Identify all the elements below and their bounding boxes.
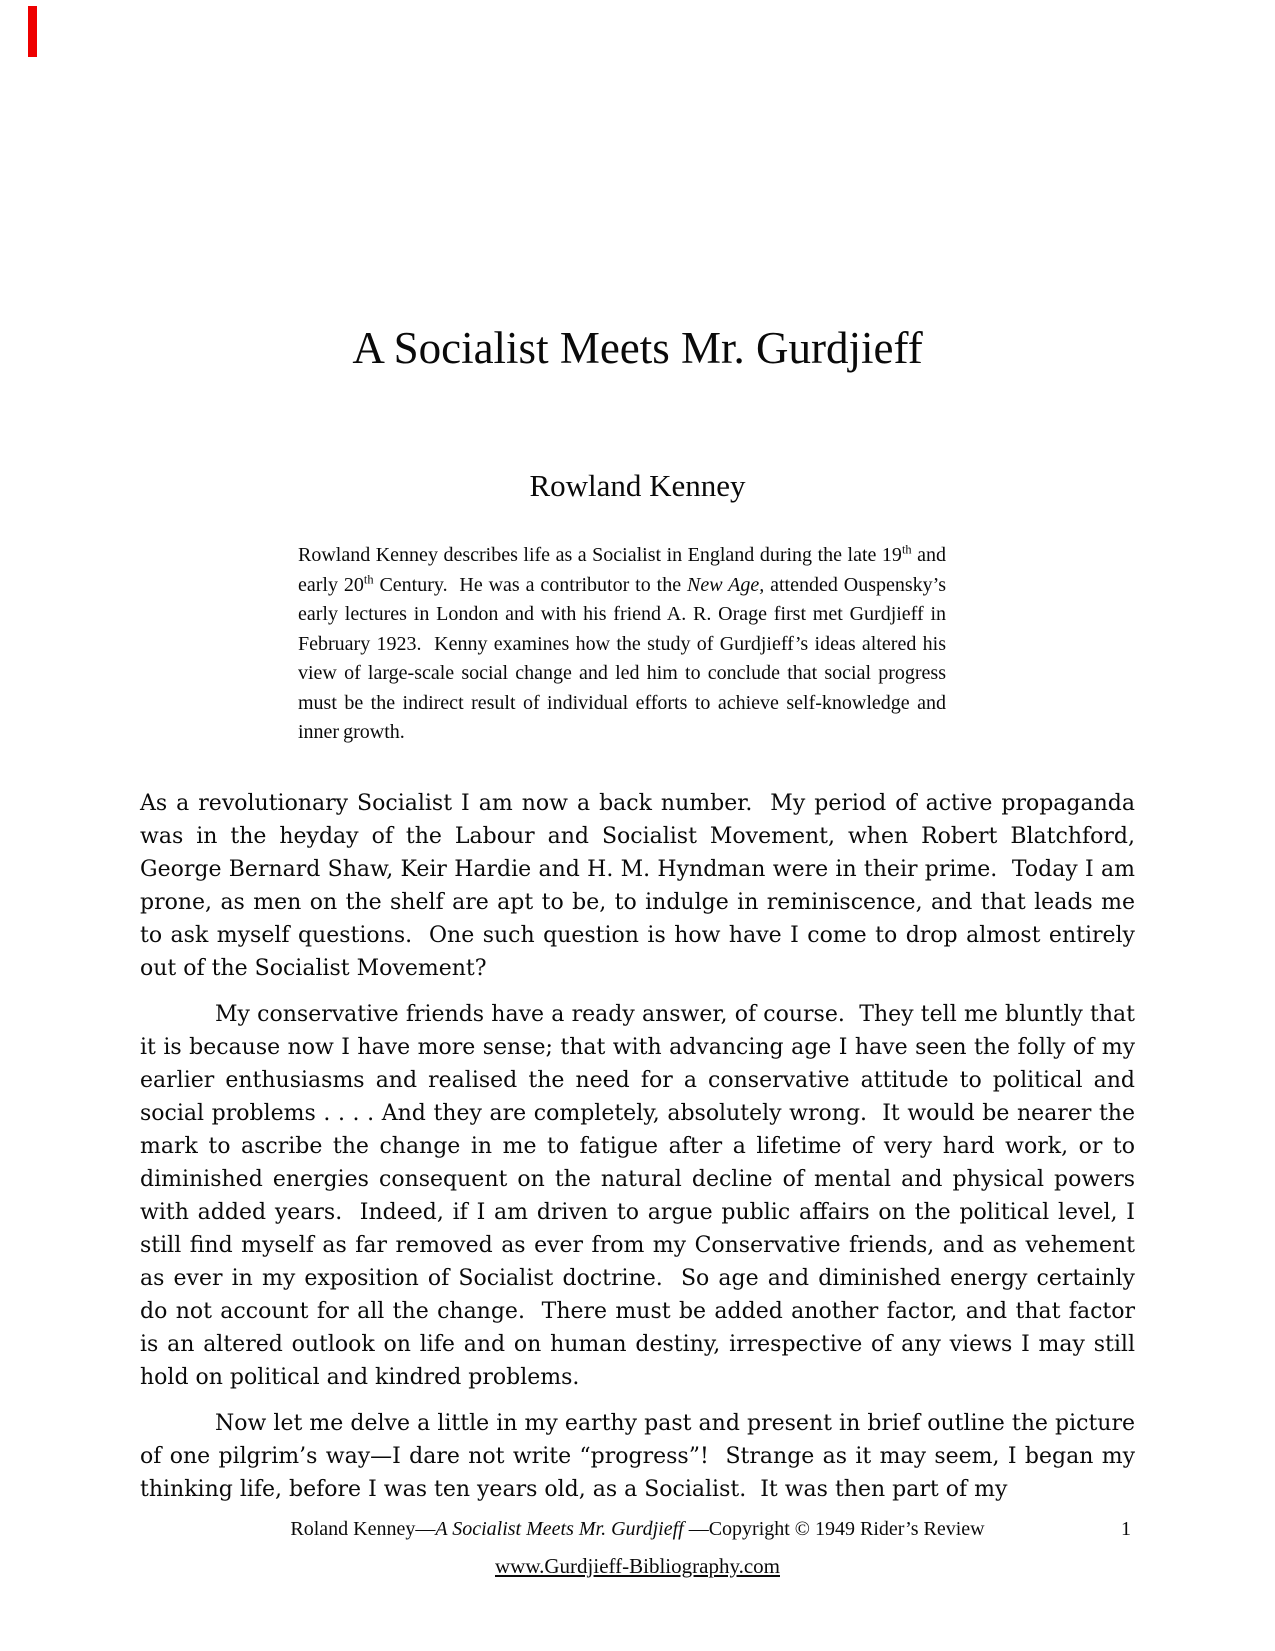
footer-article-title-italic: A Socialist Meets Mr. Gurdjieff [435,1518,689,1540]
abstract-paragraph [298,541,946,748]
author-name: Rowland Kenney [529,468,746,503]
body-paragraph-3: Now let me delve a little in my earthy past and present in brief outline the picture of one pilgrim’s way—I dare not write “progress”! Strange as it may seem, I began my thinking life, before I was ten years old, as a Socialist. It was then part of my [140,1411,1135,1502]
footer-copyright: —Copyright © 1949 Rider’s Review [688,1518,985,1540]
footer-credit-line [140,1516,1135,1542]
journal-title-italic: New Age, [687,573,765,596]
superscript-th: th [363,571,374,586]
page-column [140,0,1135,1651]
page-number: 1 [1121,1518,1131,1540]
footer-author: Roland Kenney— [290,1518,436,1540]
abstract-text: Rowland Kenney describes life as a Socialist in England during the late 19 [298,544,902,566]
abstract-text: attended Ouspensky’s early lectures in London and with his friend A. R. Orage first met Gurdjieff in February 1923. Kenny examines how the study of Gurdjieff’s ideas altered his view of large-scale social change and led him to conclude that social progress must be the indirect result of individual efforts to achieve self-knowledge and inner growth. [298,573,946,743]
abstract-text: and early 20 [298,544,946,596]
superscript-th: th [901,542,912,557]
footer-website-line [140,1552,1135,1580]
abstract-text: Century. He was a contributor to the [373,573,687,596]
red-pen-mark [28,6,37,57]
website-link[interactable]: www.Gurdjieff-Bibliography.com [495,1554,780,1578]
body-paragraph-1: As a revolutionary Socialist I am now a back number. My period of active propaganda was in the heyday of the Labour and Socialist Movement, when Robert Blatchford, George Bernard Shaw, Keir Hardie and H. M. Hyndman were in their prime. Today I am prone, as men on the shelf are apt to be, to indulge in reminiscence, and that leads me to ask myself questions. One such question is how have I come to drop almost entirely out of the Socialist Movement? [140,791,1135,981]
article-body [140,787,1135,1519]
page-title: A Socialist Meets Mr. Gurdjieff [352,323,923,373]
body-paragraph-2: My conservative friends have a ready answer, of course. They tell me bluntly that it is because now I have more sense; that with advancing age I have seen the folly of my earlier enthusiasms and realised the need for a conservative attitude to political and social problems . . . . And they are completely, absolutely wrong. It would be nearer the mark to ascribe the change in me to fatigue after a lifetime of very hard work, or to diminished energies consequent on the natural decline of mental and physical powers with added years. Indeed, if I am driven to argue public affairs on the political level, I still find myself as far removed as ever from my Conservative friends, and as vehement as ever in my exposition of Socialist doctrine. So age and diminished energy certainly do not account for all the change. There must be added another factor, and that factor is an altered outlook on life and on human destiny, irrespective of any views I may still hold on political and kindred problems. [140,1002,1135,1390]
